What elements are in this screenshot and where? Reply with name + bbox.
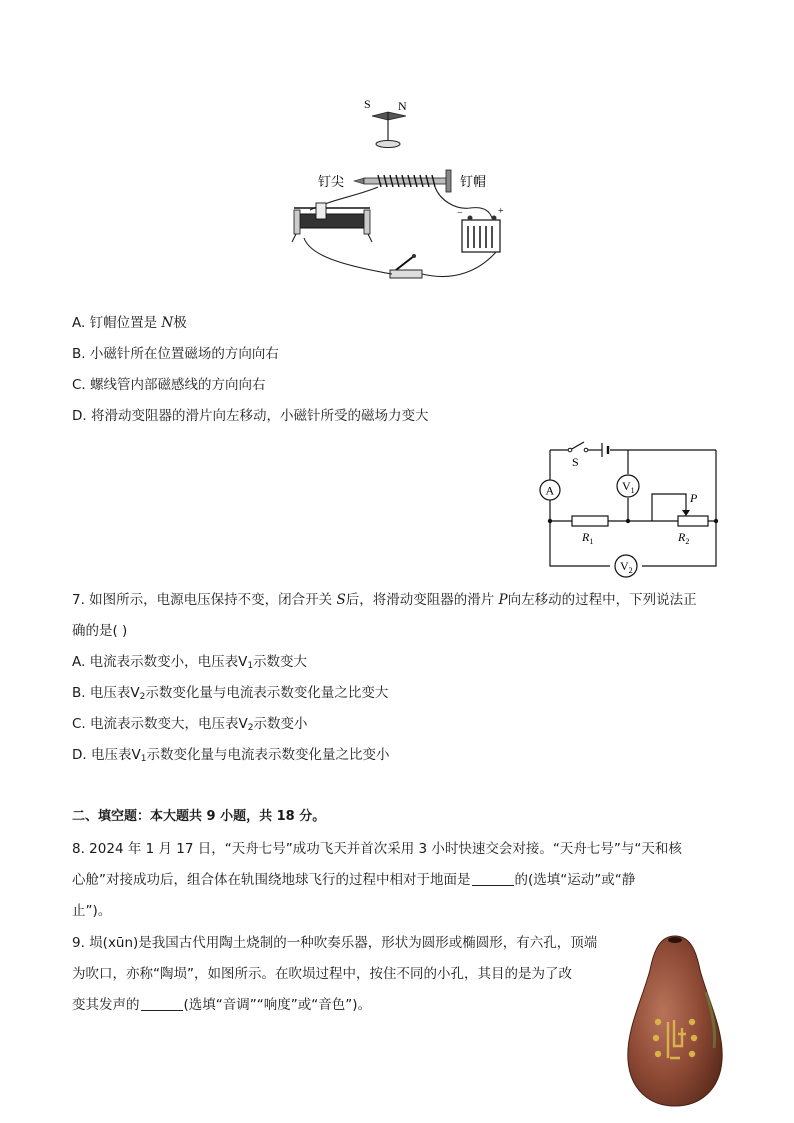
rheostat-body — [298, 214, 366, 228]
battery-plus-label: + — [498, 206, 504, 217]
r1-label: $R_1$ — [582, 530, 594, 546]
q8-line1: 8. 2024 年 1 月 17 日，“天舟七号”成功飞天并首次采用 3 小时快速交会对接。“天舟七号”与“天和核 — [72, 841, 682, 857]
electromagnet-figure — [280, 90, 530, 290]
ammeter-label: A — [545, 483, 555, 498]
q7-option-a: A. 电流表示数变小，电压表$V_1$示数变大 — [72, 654, 308, 671]
rheostat-r2 — [678, 516, 708, 526]
nail-cap-label: 钉帽 — [460, 174, 487, 189]
circuit-figure — [530, 440, 730, 585]
magnet-needle — [372, 112, 406, 120]
q7-stem-line2: 确的是( ) — [72, 623, 128, 639]
q6-option-d: D. 将滑动变阻器的滑片向左移动，小磁针所受的磁场力变大 — [72, 408, 429, 424]
q8-answer-blank — [472, 871, 514, 886]
rheostat-slider — [316, 203, 326, 219]
knife-switch — [390, 270, 422, 278]
q9-line1: 9. 埙(xūn)是我国古代用陶土烧制的一种吹奏乐器，形状为圆形或椭圆形，有六孔，顶端 — [72, 935, 598, 951]
q7-stem-line1: 7. 如图所示，电源电压保持不变，闭合开关 S后，将滑动变阻器的滑片 P向左移动的过程中，下列说法正 — [72, 592, 697, 608]
q6-option-a: A. 钉帽位置是 N极 — [72, 315, 187, 331]
needle-s-label: S — [364, 97, 371, 111]
slider-arrow — [682, 510, 690, 516]
v2-label: $V_2$ — [620, 559, 633, 575]
switch-label: S — [572, 455, 579, 469]
q9-line2: 为吹口，亦称“陶埙”，如图所示。在吹埙过程中，按住不同的小孔，其目的是为了改 — [72, 966, 572, 982]
needle-n-label: N — [398, 99, 407, 113]
q8-line3: 止”)。 — [72, 903, 112, 919]
q6-option-b: B. 小磁针所在位置磁场的方向向右 — [72, 346, 279, 362]
q7-option-d: D. 电压表$V_1$示数变化量与电流表示数变化量之比变小 — [72, 747, 390, 764]
nail-cap — [446, 170, 451, 192]
resistor-r1 — [572, 516, 608, 526]
q9-answer-blank — [141, 996, 183, 1011]
nail-tip-label: 钉尖 — [318, 174, 345, 189]
q7-option-b: B. 电压表$V_2$示数变化量与电流表示数变化量之比变大 — [72, 685, 389, 702]
q8-line2: 心舱”对接成功后，组合体在轨围绕地球飞行的过程中相对于地面是 的(选填“运动”或“静 — [72, 872, 636, 888]
section-heading: 二、填空题：本大题共 9 小题，共 18 分。 — [72, 809, 326, 824]
r2-label: $R_2$ — [678, 530, 690, 546]
xun-instrument-image — [620, 930, 730, 1110]
slider-p-label: P — [690, 491, 698, 505]
q9-line3: 变其发声的 (选填“音调”“响度”或“音色”)。 — [72, 997, 371, 1013]
needle-stand — [376, 141, 400, 148]
v1-label: $V_1$ — [622, 479, 635, 495]
q6-option-c: C. 螺线管内部磁感线的方向向右 — [72, 377, 266, 393]
battery-minus-label: − — [457, 208, 463, 219]
q7-option-c: C. 电流表示数变大，电压表$V_2$示数变小 — [72, 716, 308, 733]
